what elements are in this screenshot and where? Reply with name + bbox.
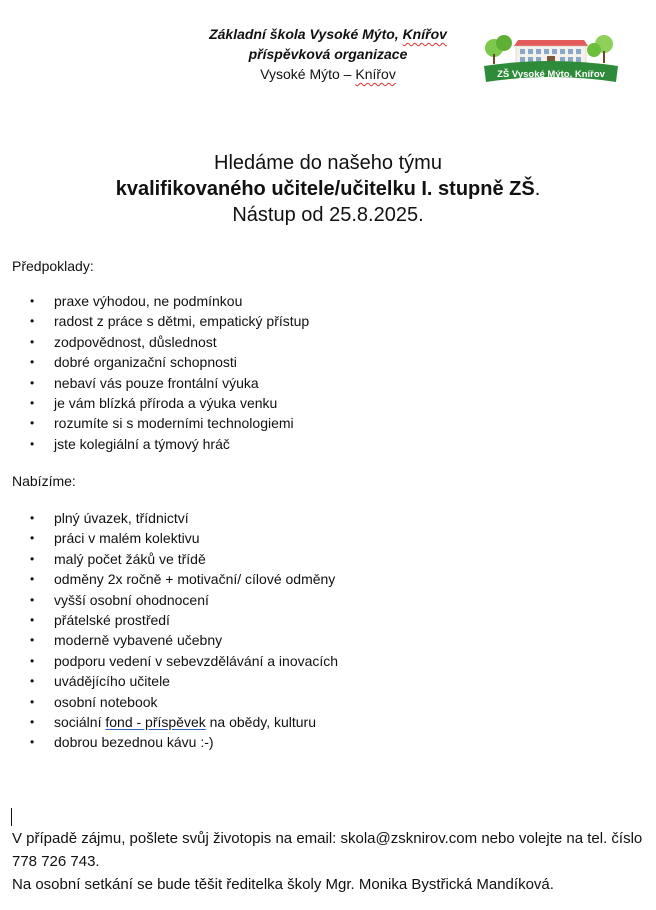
list-item: • nebaví vás pouze frontální výuka [28,373,309,393]
org-type: příspěvková organizace [248,46,408,62]
list-item: • přátelské prostředí [28,610,338,630]
logo-text: ZŠ Vysoké Mýto, Knířov [497,69,605,80]
logo-roof [514,40,588,46]
job-heading [0,150,656,228]
list-item: • je vám blízká příroda a výuka venku [28,393,309,413]
job-title: kvalifikovaného učitele/učitelku I. stupně ZŠ [115,178,535,200]
list-item: • dobré organizační schopnosti [28,352,309,372]
offer-label: Nabízíme: [12,473,76,489]
location-flagged-word: Knířov [355,66,396,82]
fund-suffix: na obědy, kulturu [205,714,317,731]
logo-tree-right-2 [587,43,601,57]
fund-underlined: fond - příspěvek [105,714,206,731]
list-item: • uvádějícího učitele [28,671,338,691]
school-name-flagged-word: Knířov [402,26,447,42]
school-logo [480,26,622,86]
list-item-fund [28,712,338,732]
fund-prefix: sociální [54,714,106,731]
list-item: • jste kolegiální a týmový hráč [28,434,309,454]
list-item: • radost z práce s dětmi, empatický přístup [28,311,309,331]
offer-list [28,508,338,753]
list-item: • vyšší osobní ohodnocení [28,590,338,610]
list-item: • práci v malém kolektivu [28,528,338,548]
list-item: • moderně vybavené učebny [28,630,338,650]
list-item: • odměny 2x ročně + motivační/ cílové odměny [28,569,338,589]
requirements-list [28,291,309,454]
heading-line-1: Hledáme do našeho týmu [214,152,442,174]
list-item: • podporu vedení v sebevzdělávání a inovacích [28,651,338,671]
requirements-label: Předpoklady: [12,258,94,274]
logo-trunk-left [493,54,495,64]
text-cursor [11,808,12,826]
logo-trunk-right [603,51,605,63]
heading-line-2 [0,176,656,202]
contact-line: V případě zájmu, pošlete svůj životopis na email: skola@zsknirov.com nebo volejte na tel. číslo 778 726 743. [12,830,643,870]
school-name: Základní škola Vysoké Mýto, [209,26,403,42]
location: Vysoké Mýto – [260,66,356,82]
director-line: Na osobní setkání se bude těšit ředitelka školy Mgr. Monika Bystřická Mandíková. [12,876,554,893]
list-item: • osobní notebook [28,692,338,712]
list-item: • dobrou bezednou kávu :-) [28,732,338,752]
job-title-period: . [534,178,541,200]
contact-footer [12,827,652,896]
list-item: • rozumíte si s moderními technologiemi [28,413,309,433]
list-item: • plný úvazek, třídnictví [28,508,338,528]
logo-tree-left-2 [496,35,512,51]
list-item: • zodpovědnost, důslednost [28,332,309,352]
heading-line-3: Nástup od 25.8.2025. [232,204,424,226]
list-item: • praxe výhodou, ne podmínkou [28,291,309,311]
list-item: • malý počet žáků ve třídě [28,549,338,569]
